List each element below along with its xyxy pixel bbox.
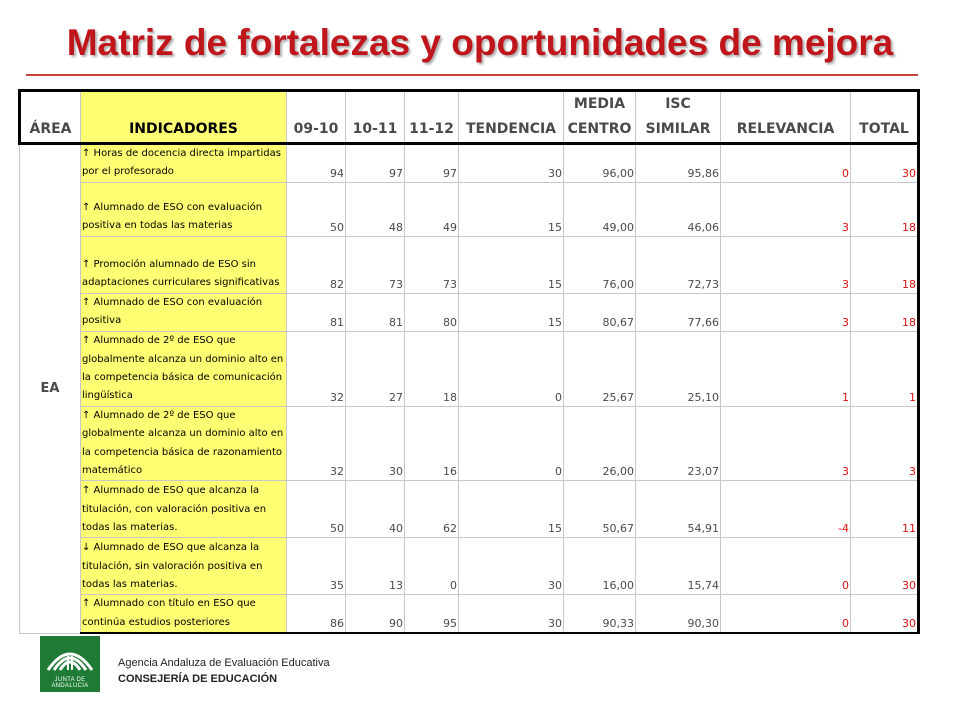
table-row [20, 293, 919, 331]
table-row [20, 481, 919, 538]
value-10-11: 13 [346, 538, 405, 595]
value-relevancia: 0 [721, 144, 851, 183]
value-total: 11 [851, 481, 919, 538]
value-09-10: 86 [287, 595, 346, 633]
value-relevancia: 3 [721, 182, 851, 236]
indicator-cell: ↑ Alumnado de 2º de ESO que globalmente alcanza un dominio alto en la competencia básica de comunicación lingüística [81, 331, 287, 406]
value-total: 30 [851, 595, 919, 633]
value-10-11: 90 [346, 595, 405, 633]
header-media-centro-line1: MEDIA [573, 96, 626, 112]
header-area: ÁREA [20, 91, 81, 144]
title-underline [26, 74, 918, 76]
value-total: 1 [851, 331, 919, 406]
ministry-name: CONSEJERÍA DE EDUCACIÓN [118, 673, 278, 685]
value-09-10: 94 [287, 144, 346, 183]
value-media-centro: 80,67 [564, 293, 636, 331]
header-10-11: 10-11 [346, 91, 405, 144]
value-total: 18 [851, 293, 919, 331]
value-isc-similar: 15,74 [636, 538, 721, 595]
indicator-cell: ↓ Alumnado de ESO que alcanza la titulación, sin valoración positiva en todas las materias. [81, 538, 287, 595]
value-relevancia: 3 [721, 236, 851, 293]
value-tendencia: 15 [459, 182, 564, 236]
value-11-12: 80 [405, 293, 459, 331]
indicator-cell: ↑ Alumnado de ESO que alcanza la titulación, con valoración positiva en todas las materias. [81, 481, 287, 538]
header-isc-similar-line1: ISC [665, 96, 691, 112]
value-11-12: 62 [405, 481, 459, 538]
value-media-centro: 76,00 [564, 236, 636, 293]
value-media-centro: 96,00 [564, 144, 636, 183]
arch-emblem-icon [40, 636, 100, 680]
value-media-centro: 90,33 [564, 595, 636, 633]
value-10-11: 27 [346, 331, 405, 406]
indicator-cell: ↑ Alumnado de ESO con evaluación positiva en todas las materias [81, 182, 287, 236]
header-relevancia: RELEVANCIA [721, 91, 851, 144]
value-isc-similar: 90,30 [636, 595, 721, 633]
value-tendencia: 0 [459, 406, 564, 481]
table-row [20, 538, 919, 595]
value-isc-similar: 77,66 [636, 293, 721, 331]
value-09-10: 50 [287, 481, 346, 538]
value-11-12: 0 [405, 538, 459, 595]
value-total: 3 [851, 406, 919, 481]
area-cell: EA [20, 144, 81, 634]
table-row [20, 331, 919, 406]
value-isc-similar: 23,07 [636, 406, 721, 481]
value-11-12: 97 [405, 144, 459, 183]
agency-name: Agencia Andaluza de Evaluación Educativa [118, 657, 330, 669]
value-11-12: 95 [405, 595, 459, 633]
value-tendencia: 15 [459, 236, 564, 293]
value-10-11: 97 [346, 144, 405, 183]
value-09-10: 32 [287, 331, 346, 406]
table-row [20, 595, 919, 633]
value-total: 30 [851, 538, 919, 595]
indicator-cell: ↑ Alumnado de 2º de ESO que globalmente alcanza un dominio alto en la competencia básica de razonamiento matemático [81, 406, 287, 481]
indicator-cell: ↑ Horas de docencia directa impartidas por el profesorado [81, 144, 287, 183]
value-tendencia: 15 [459, 293, 564, 331]
value-isc-similar: 54,91 [636, 481, 721, 538]
header-tendencia: TENDENCIA [459, 91, 564, 144]
value-tendencia: 30 [459, 595, 564, 633]
value-09-10: 81 [287, 293, 346, 331]
value-10-11: 48 [346, 182, 405, 236]
indicator-cell: ↑ Alumnado de ESO con evaluación positiva [81, 293, 287, 331]
header-isc-similar-line2: SIMILAR [645, 121, 711, 137]
value-11-12: 49 [405, 182, 459, 236]
value-total: 18 [851, 236, 919, 293]
header-09-10: 09-10 [287, 91, 346, 144]
header-total: TOTAL [851, 91, 919, 144]
matrix-table [18, 89, 920, 634]
header-isc-similar [636, 91, 721, 144]
header-row [20, 91, 919, 144]
value-10-11: 40 [346, 481, 405, 538]
value-11-12: 16 [405, 406, 459, 481]
value-09-10: 32 [287, 406, 346, 481]
header-media-centro-line2: CENTRO [567, 121, 632, 137]
value-media-centro: 16,00 [564, 538, 636, 595]
value-tendencia: 30 [459, 144, 564, 183]
value-total: 18 [851, 182, 919, 236]
value-media-centro: 49,00 [564, 182, 636, 236]
value-relevancia: 1 [721, 331, 851, 406]
indicator-cell: ↑ Promoción alumnado de ESO sin adaptaciones curriculares significativas [81, 236, 287, 293]
value-11-12: 18 [405, 331, 459, 406]
value-media-centro: 25,67 [564, 331, 636, 406]
header-11-12: 11-12 [405, 91, 459, 144]
value-09-10: 50 [287, 182, 346, 236]
table-row [20, 406, 919, 481]
value-relevancia: 3 [721, 293, 851, 331]
value-isc-similar: 95,86 [636, 144, 721, 183]
value-relevancia: 0 [721, 595, 851, 633]
value-isc-similar: 72,73 [636, 236, 721, 293]
value-10-11: 81 [346, 293, 405, 331]
table-row [20, 236, 919, 293]
value-isc-similar: 46,06 [636, 182, 721, 236]
value-media-centro: 50,67 [564, 481, 636, 538]
value-tendencia: 30 [459, 538, 564, 595]
table-row [20, 144, 919, 183]
value-relevancia: 0 [721, 538, 851, 595]
value-10-11: 30 [346, 406, 405, 481]
value-10-11: 73 [346, 236, 405, 293]
value-tendencia: 0 [459, 331, 564, 406]
value-09-10: 82 [287, 236, 346, 293]
header-indicadores: INDICADORES [81, 91, 287, 144]
footer [40, 636, 340, 692]
logo-caption: JUNTA DE ANDALUCIA [51, 677, 89, 689]
value-media-centro: 26,00 [564, 406, 636, 481]
header-media-centro [564, 91, 636, 144]
junta-andalucia-logo [40, 636, 100, 692]
value-relevancia: -4 [721, 481, 851, 538]
indicator-cell: ↑ Alumnado con título en ESO que continúa estudios posteriores [81, 595, 287, 633]
value-tendencia: 15 [459, 481, 564, 538]
value-relevancia: 3 [721, 406, 851, 481]
value-isc-similar: 25,10 [636, 331, 721, 406]
page-title: Matriz de fortalezas y oportunidades de mejora [66, 22, 894, 63]
table-row [20, 182, 919, 236]
value-total: 30 [851, 144, 919, 183]
value-09-10: 35 [287, 538, 346, 595]
value-11-12: 73 [405, 236, 459, 293]
